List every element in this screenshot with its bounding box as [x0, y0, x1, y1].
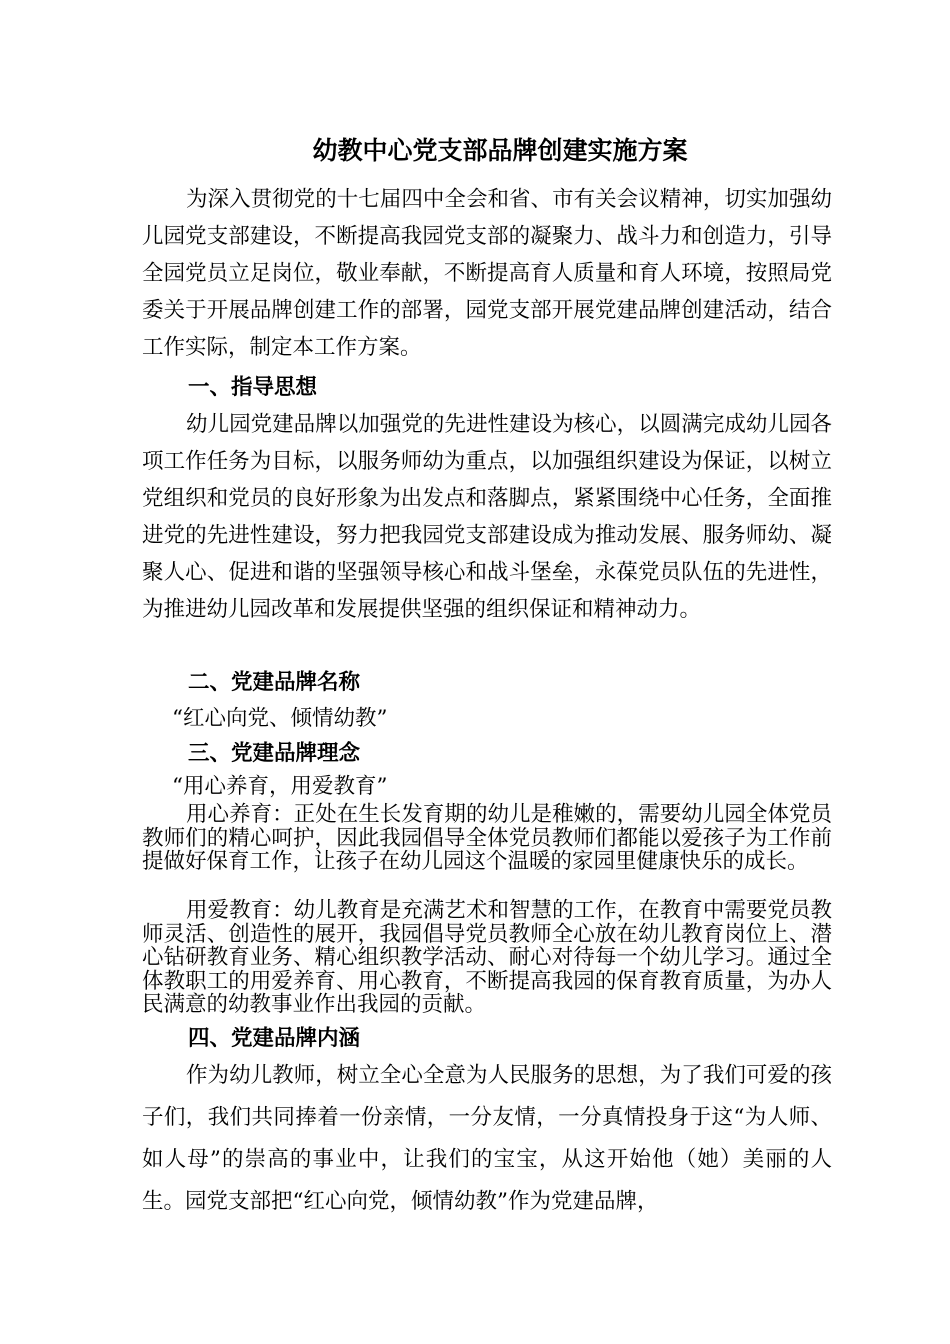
- section-heading-brand-concept: 三、党建品牌理念: [188, 741, 361, 766]
- section-heading-brand-name: 二、党建品牌名称: [188, 670, 361, 695]
- guiding-thought-paragraph: 幼儿园党建品牌以加强党的先进性建设为核心，以圆满完成幼儿园各项工作任务为目标，以服务师幼为重点，以加强组织建设为保证，以树立党组织和党员的良好形象为出发点和落脚点，紧紧围绕中心任务，全面推进党的先进性建设，努力把我园党支部建设成为推动发展、服务师幼、凝聚人心、促进和谐的坚强领导核心和战斗堡垒，永葆党员队伍的先进性，为推进幼儿园改革和发展提供坚强的组织保证和精神动力。: [142, 412, 832, 622]
- intro-paragraph: 为深入贯彻党的十七届四中全会和省、市有关会议精神，切实加强幼儿园党支部建设，不断提高我园党支部的凝聚力、战斗力和创造力，引导全园党员立足岗位，敬业奉献，不断提高育人质量和育人环境，按照局党委关于开展品牌创建工作的部署，园党支部开展党建品牌创建活动，结合工作实际，制定本工作方案。: [142, 187, 832, 360]
- section-heading-guiding-thought: 一、指导思想: [188, 375, 318, 400]
- concept-paragraph-education: 用爱教育：幼儿教育是充满艺术和智慧的工作，在教育中需要党员教师灵活、创造性的展开，我园倡导党员教师全心放在幼儿教育岗位上、潜心钻研教育业务、精心组织教学活动、耐心对待每一个幼儿学习。通过全体教职工的用爱养育、用心教育，不断提高我园的保育教育质量，为办人民满意的幼教事业作出我园的贡献。: [142, 898, 832, 1017]
- document-title: 幼教中心党支部品牌创建实施方案: [312, 136, 688, 165]
- brand-name-text: “红心向党、倾情幼教”: [172, 706, 388, 731]
- brand-meaning-paragraph: 作为幼儿教师，树立全心全意为人民服务的思想，为了我们可爱的孩子们，我们共同捧着一份亲情，一分友情，一分真情投身于这“为人师、如人母”的崇高的事业中，让我们的宝宝，从这开始他（她）美丽的人生。园党支部把“红心向党，倾情幼教”作为党建品牌，: [142, 1063, 832, 1214]
- concept-paragraph-nurture: 用心养育：正处在生长发育期的幼儿是稚嫩的，需要幼儿园全体党员教师们的精心呵护，因此我园倡导全体党员教师们都能以爱孩子为工作前提做好保育工作，让孩子在幼儿园这个温暖的家园里健康快乐的成长。: [142, 802, 832, 874]
- brand-concept-motto: “用心养育，用爱教育”: [172, 774, 388, 799]
- section-heading-brand-meaning: 四、党建品牌内涵: [188, 1026, 361, 1051]
